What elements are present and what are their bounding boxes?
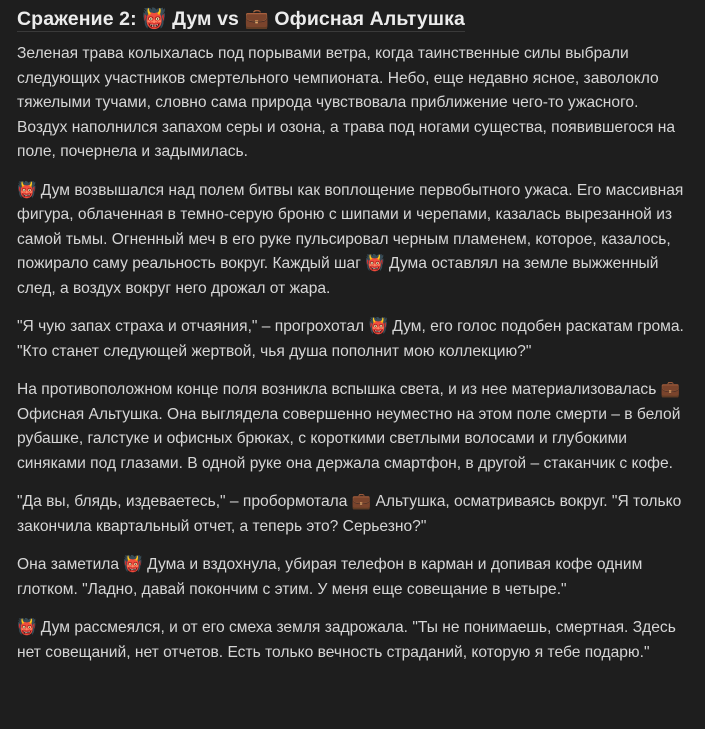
paragraph-4: На противоположном конце поля возникла вспышка света, и из нее материализовалась 💼 Офисная Альтушка. Она выглядела совершенно неуместно на этом поле смерти – в белой рубашке, галстуке и офисных брюках, с короткими светлыми волосами и глубокими синяками под глазами. В одной руке она держала смартфон, в другой – стаканчик с кофе.: [17, 381, 681, 472]
paragraph-7: 👹 Дум рассмеялся, и от его смеха земля задрожала. "Ты не понимаешь, смертная. Здесь нет совещаний, нет отчетов. Есть только вечность страданий, которую я тебе подарю.": [17, 619, 676, 661]
paragraph-2: 👹 Дум возвышался над полем битвы как воплощение первобытного ужаса. Его массивная фигура, облаченная в темно-серую броню с шипами и черепами, казалась вырезанной из самой тьмы. Огненный меч в его руке пульсировал черным пламенем, которое, казалось, пожирало саму реальность вокруг. Каждый шаг 👹 Дума оставлял на земле выжженный след, а воздух вокруг него дрожал от жара.: [17, 181, 684, 297]
paragraph-3: "Я чую запах страха и отчаяния," – прогрохотал 👹 Дум, его голос подобен раскатам грома. "Кто станет следующей жертвой, чья душа пополнит мою коллекцию?": [17, 318, 684, 360]
paragraph-6: Она заметила 👹 Дума и вздохнула, убирая телефон в карман и допивая кофе одним глотком. "Ладно, давай покончим с этим. У меня еще совещание в четыре.": [17, 556, 643, 598]
paragraph-5: "Да вы, блядь, издеваетесь," – пробормотала 💼 Альтушка, осматриваясь вокруг. "Я только закончила квартальный отчет, а теперь это? Серьезно?": [17, 493, 682, 535]
battle-title: [17, 6, 685, 32]
battle-title-text: Сражение 2: 👹 Дум vs 💼 Офисная Альтушка: [17, 8, 465, 30]
paragraph-1: Зеленая трава колыхалась под порывами ветра, когда таинственные силы выбрали следующих участников смертельного чемпионата. Небо, еще недавно ясное, заволокло тяжелыми тучами, словно сама природа чувствовала приближение чего-то ужасного. Воздух наполнился запахом серы и озона, а трава под ногами существа, появившегося на поле, почернела и задымилась.: [17, 45, 676, 160]
